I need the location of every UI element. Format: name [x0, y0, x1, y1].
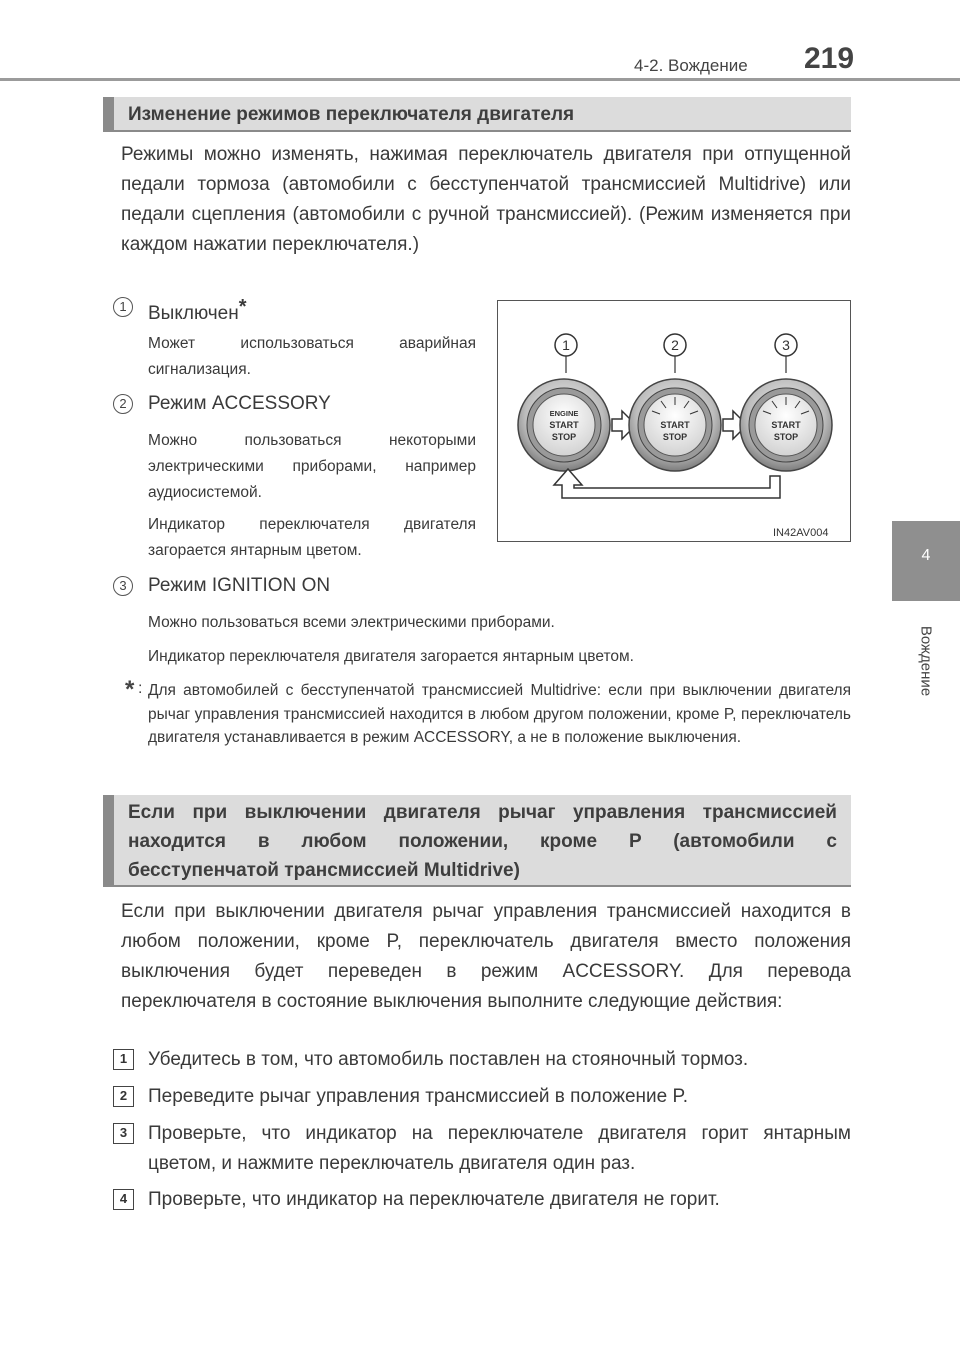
step-number-2: 2 — [113, 1086, 134, 1107]
item-title-accessory: Режим ACCESSORY — [148, 393, 331, 414]
step-text-2: Переведите рычаг управления трансмиссией в положение P. — [148, 1086, 688, 1107]
footnote-colon: : — [138, 680, 143, 697]
button1-label-line2: START — [549, 420, 579, 430]
button1-label-line3: STOP — [551, 432, 577, 442]
step-number-1: 1 — [113, 1049, 134, 1070]
button2-label-line1: START — [660, 420, 690, 430]
engine-button-ignition — [740, 379, 832, 471]
asterisk-mark: * — [238, 296, 247, 318]
step-text-3: Проверьте, что индикатор на переключателе двигателя горит янтарным цветом, и нажмите переключатель двигателя один раз. — [148, 1123, 851, 1174]
section2-title-line2: находится в любом положении, кроме P (автомобили с — [128, 831, 837, 852]
callout-2-text: 2 — [671, 337, 679, 353]
item-text-accessory-2: Индикатор переключателя двигателя загорается янтарным цветом. — [148, 516, 476, 559]
step-text-4: Проверьте, что индикатор на переключателе двигателя не горит. — [148, 1189, 720, 1210]
chapter-label: Вождение — [917, 625, 935, 697]
footnote-asterisk: * — [125, 676, 135, 703]
item-text-ignition-2: Индикатор переключателя двигателя загорается янтарным цветом. — [148, 648, 634, 665]
engine-button-off — [518, 379, 610, 471]
item-text-ignition-1: Можно пользоваться всеми электрическими приборами. — [148, 614, 555, 631]
return-arrow-icon — [554, 469, 780, 498]
section-intro-transmission: Если при выключении двигателя рычаг управления трансмиссией находится в любом положении, кроме P, переключатель двигателя вместо положения выключения будет переведен в режим ACCESSORY. Для перевода переключателя в состояние выключения выполните следующие действия: — [121, 901, 851, 1012]
section-header: 4-2. Вождение — [634, 56, 748, 75]
callout-2 — [664, 334, 686, 373]
callout-3 — [775, 334, 797, 373]
button3-label-line1: START — [771, 420, 801, 430]
item-number-1: 1 — [113, 297, 133, 317]
callout-3-text: 3 — [782, 337, 790, 353]
section-title-transmission — [103, 795, 851, 887]
item-text-off: Может использоваться аварийная сигнализация. — [148, 335, 476, 378]
callout-1 — [555, 334, 577, 373]
item-title-off-text: Выключен — [148, 303, 239, 324]
engine-button-accessory — [629, 379, 721, 471]
item-number-2: 2 — [113, 394, 133, 414]
item-title-ignition: Режим IGNITION ON — [148, 575, 331, 596]
engine-switch-figure — [497, 300, 851, 542]
section2-title-line1: Если при выключении двигателя рычаг управления трансмиссией — [128, 802, 837, 823]
step-text-1: Убедитесь в том, что автомобиль поставлен на стояночный тормоз. — [148, 1049, 749, 1070]
chapter-label-box — [892, 601, 960, 721]
engine-switch-illustration — [498, 301, 850, 541]
item-number-3: 3 — [113, 576, 133, 596]
chapter-number: 4 — [921, 547, 931, 564]
step-number-3: 3 — [113, 1123, 134, 1144]
button3-label-line2: STOP — [773, 432, 799, 442]
section2-title-line3: бесступенчатой трансмиссией Multidrive) — [128, 860, 520, 881]
header-divider — [0, 78, 960, 81]
button2-label-line2: STOP — [662, 432, 688, 442]
item-title-off — [148, 296, 247, 325]
footnote-text: Для автомобилей с бесступенчатой трансмиссией Multidrive: если при выключении двигателя рычаг управления трансмиссией находится в любом другом положении, кроме P, переключатель двигателя устанавливается в режим ACCESSORY, а не в положение выключения. — [148, 682, 851, 746]
step-number-4: 4 — [113, 1189, 134, 1210]
item-text-accessory-1: Можно пользоваться некоторыми электрическими приборами, например аудиосистемой. — [148, 432, 476, 501]
page-number: 219 — [804, 42, 855, 75]
chapter-tab — [892, 521, 960, 601]
figure-code: IN42AV004 — [773, 527, 829, 539]
button1-label-line1: ENGINE — [549, 409, 579, 418]
section-title-modes: Изменение режимов переключателя двигателя — [103, 97, 851, 132]
callout-1-text: 1 — [562, 337, 570, 353]
section-intro-modes: Режимы можно изменять, нажимая переключатель двигателя при отпущенной педали тормоза (автомобили с бесступенчатой трансмиссией Multidrive) или педали сцепления (автомобили с ручной трансмиссией). (Режим изменяется при каждом нажатии переключателя.) — [121, 144, 851, 255]
